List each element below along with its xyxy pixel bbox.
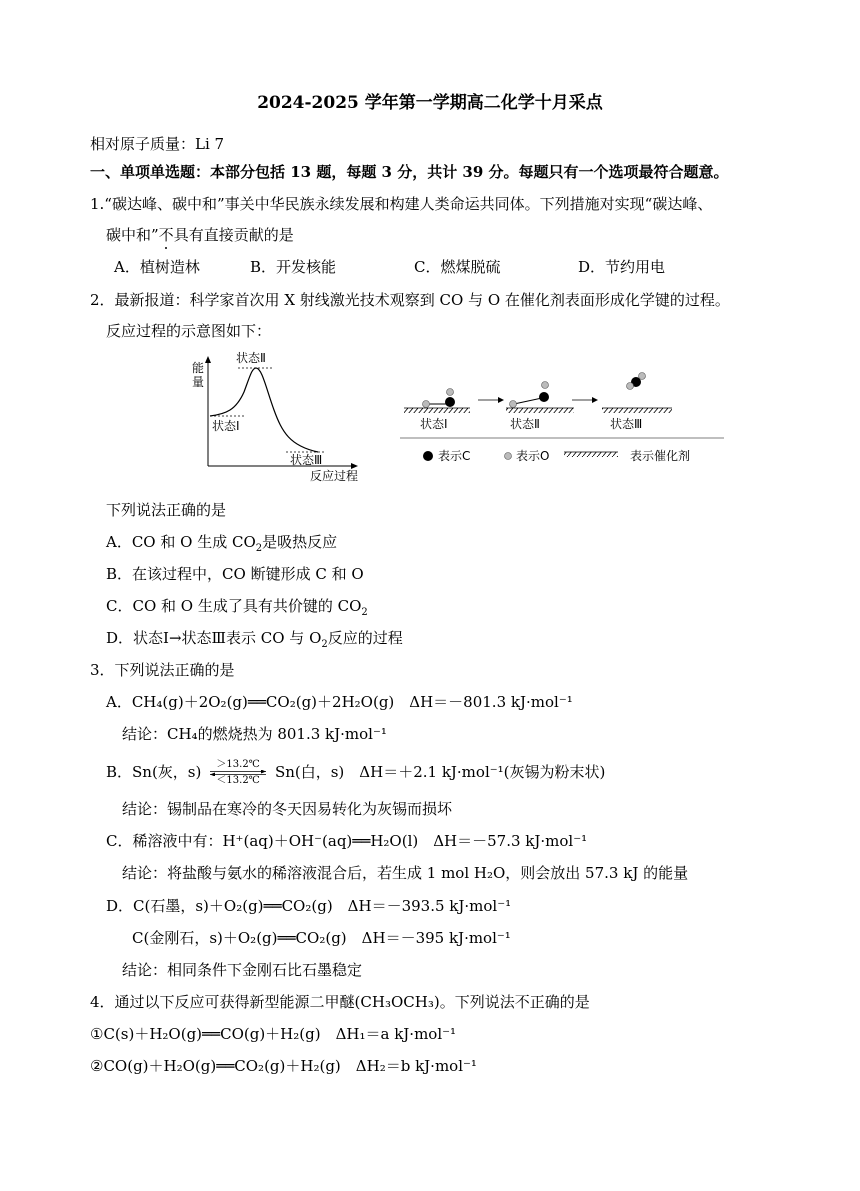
page-title: 2024-2025 学年第一学期高二化学十月采点: [257, 93, 603, 113]
q4-reaction-2: ②CO(g)＋H₂O(g)══CO₂(g)＋H₂(g) ΔH₂＝b kJ·mol⁻¹: [90, 1057, 477, 1075]
q2-option-a-text-end: 是吸热反应: [262, 533, 338, 551]
reaction-scheme: [398, 372, 728, 472]
legend-catalyst-icon: [564, 452, 618, 457]
q3-option-b-reactant: B．Sn(灰，s): [106, 763, 202, 781]
q3-option-d-conclusion: 结论：相同条件下金刚石比石墨稳定: [122, 961, 363, 979]
condition-below: ＜13.2℃: [216, 775, 260, 786]
q3-option-a-conclusion: 结论：CH₄的燃烧热为 801.3 kJ·mol⁻¹: [122, 725, 387, 743]
q3-option-d-equation-2: C(金刚石，s)＋O₂(g)══CO₂(g) ΔH＝－395 kJ·mol⁻¹: [132, 929, 511, 947]
catalyst-surface-2: [506, 408, 574, 413]
q1-option-b: B．开发核能: [250, 258, 337, 276]
graph-state1-label: 状态Ⅰ: [212, 419, 240, 433]
graph-y-label-1: 能: [192, 361, 205, 375]
q4-stem: 4．通过以下反应可获得新型能源二甲醚(CH₃OCH₃)。下列说法不正确的是: [90, 993, 590, 1011]
arrow-icon: [498, 397, 504, 403]
q3-option-d-equation-1: D．C(石墨，s)＋O₂(g)══CO₂(g) ΔH＝－393.5 kJ·mol⁻¹: [106, 897, 512, 915]
oxygen-atom: [510, 401, 517, 408]
catalyst-surface-3: [602, 408, 672, 413]
carbon-atom: [539, 392, 549, 402]
q2-option-d-text-end: 反应的过程: [327, 629, 403, 647]
q2-option-d-text: D．状态Ⅰ→状态Ⅲ表示 CO 与 O: [106, 629, 322, 647]
legend-catalyst-label: 表示催化剂: [630, 449, 691, 463]
scheme-state3-label: 状态Ⅲ: [610, 417, 643, 431]
section-heading: 一、单项单选题：本部分包括 13 题，每题 3 分，共计 39 分。每题只有一个选项最符合题意。: [90, 163, 729, 181]
q2-option-c-text: C．CO 和 O 生成了具有共价键的 CO: [106, 597, 362, 615]
catalyst-surface-1: [404, 408, 470, 413]
oxygen-atom: [542, 382, 549, 389]
legend-carbon-label: 表示C: [438, 449, 471, 463]
graph-state2-label: 状态Ⅱ: [236, 351, 266, 365]
q3-option-c-equation: C．稀溶液中有：H⁺(aq)＋OH⁻(aq)══H₂O(l) ΔH＝－57.3 kJ·mol⁻¹: [106, 832, 588, 850]
q2-option-c: [106, 596, 368, 616]
energy-profile-graph: [186, 348, 366, 486]
graph-x-label: 反应过程: [310, 469, 359, 483]
equilibrium-arrows-icon: [208, 770, 268, 776]
q1-emphasis-word: 不: [158, 226, 174, 244]
q2-stem-line2: 反应过程的示意图如下：: [106, 322, 272, 340]
q3-option-c-conclusion: 结论：将盐酸与氨水的稀溶液混合后，若生成 1 mol H₂O，则会放出 57.3 kJ 的能量: [122, 864, 689, 882]
q3-option-a-equation: A．CH₄(g)＋2O₂(g)══CO₂(g)＋2H₂O(g) ΔH＝－801.3 kJ·mol⁻¹: [106, 693, 573, 711]
legend-oxygen-label: 表示O: [516, 449, 550, 463]
q1-stem-line1: 1.“碳达峰、碳中和”事关中华民族永续发展和构建人类命运共同体。下列措施对实现“碳达峰、: [90, 195, 713, 213]
q1-option-c: C．燃煤脱硫: [414, 258, 501, 276]
q2-option-a-text: A．CO 和 O 生成 CO: [106, 533, 256, 551]
q1-option-a: A．植树造林: [114, 258, 200, 276]
condition-above: ＞13.2℃: [216, 759, 260, 770]
q3-stem: 3．下列说法正确的是: [90, 661, 235, 679]
oxygen-atom: [639, 373, 646, 380]
q3-option-b-product: Sn(白，s) ΔH＝＋2.1 kJ·mol⁻¹(灰锡为粉末状): [274, 763, 606, 781]
q3-option-b-equation: [106, 760, 605, 786]
q2-option-b: B．在该过程中，CO 断键形成 C 和 O: [106, 565, 364, 583]
q2-stem-line1: 2．最新报道：科学家首次用 X 射线激光技术观察到 CO 与 O 在催化剂表面形成化学键的过程。: [90, 291, 730, 309]
oxygen-atom: [423, 401, 430, 408]
q1-stem-text: 碳中和”: [106, 226, 159, 244]
q1-option-d: D．节约用电: [578, 258, 666, 276]
equilibrium-condition: [208, 760, 268, 786]
atomic-mass-note: 相对原子质量：Li 7: [90, 135, 225, 153]
legend-oxygen-icon: [505, 453, 512, 460]
legend-carbon-icon: [423, 451, 433, 461]
q2-option-a: [106, 532, 337, 552]
subscript: 2: [255, 543, 263, 554]
q3-option-b-conclusion: 结论：锡制品在寒冷的冬天因易转化为灰锡而损坏: [122, 800, 453, 818]
q1-stem-text-end: 具有直接贡献的是: [173, 226, 294, 244]
q1-stem-line2: [106, 225, 294, 245]
subscript: 2: [321, 639, 328, 650]
scheme-state2-label: 状态Ⅱ: [510, 417, 540, 431]
q2-prompt: 下列说法正确的是: [106, 501, 227, 519]
q2-option-d: [106, 628, 403, 648]
oxygen-atom: [627, 383, 634, 390]
oxygen-atom: [447, 389, 454, 396]
scheme-state1-label: 状态Ⅰ: [420, 417, 448, 431]
carbon-atom: [445, 397, 455, 407]
arrow-icon: [592, 397, 598, 403]
q4-reaction-1: ①C(s)＋H₂O(g)══CO(g)＋H₂(g) ΔH₁＝a kJ·mol⁻¹: [90, 1025, 457, 1043]
subscript: 2: [361, 607, 368, 618]
graph-y-label-2: 量: [192, 375, 205, 389]
graph-state3-label: 状态Ⅲ: [290, 453, 323, 467]
